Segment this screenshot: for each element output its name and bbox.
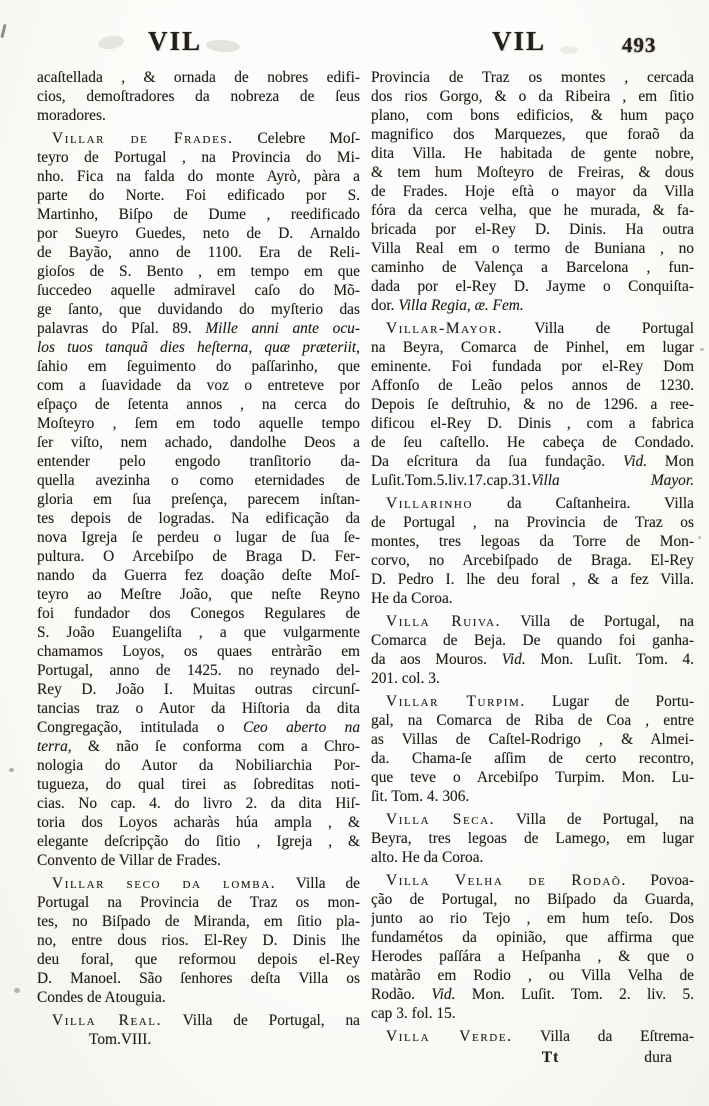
text-segment: Da eſcritura da ſua fundação. <box>371 453 623 470</box>
page-number: 493 <box>622 33 657 57</box>
text-line <box>371 452 694 471</box>
text-segment: montes, tres legoas da Torre de Mon- <box>371 533 694 550</box>
ink-smudge <box>206 39 241 53</box>
text-line <box>371 730 694 749</box>
text-line <box>37 1030 360 1049</box>
text-segment: Depois ſe deſtruhio, & no de 1296. a ree- <box>371 396 694 413</box>
text-segment: cias. No cap. 4. do livro 2. da dita Hiſ- <box>37 795 360 812</box>
text-segment: ſit. Tom. 4. 306. <box>371 788 470 805</box>
text-segment: tes depois de logradas. Na edificação da <box>37 510 360 527</box>
text-line <box>37 148 360 167</box>
text-segment: Mon. Luſit. Tom. 4. <box>525 651 694 668</box>
text-segment: dor. <box>371 297 399 314</box>
ink-smudge <box>97 34 125 50</box>
text-segment: Mille anni ante ocu- <box>205 320 360 337</box>
text-line <box>371 692 694 711</box>
left-column <box>37 68 360 1068</box>
text-segment: Congregação, intitulada o <box>37 719 243 736</box>
text-segment: Ceo aberto na <box>242 719 360 736</box>
text-segment: Vid. <box>501 651 526 668</box>
text-line <box>371 220 694 239</box>
text-line <box>371 68 694 87</box>
text-line <box>37 87 360 106</box>
text-segment: chamamos Loyos, os quaes entràrão em <box>37 643 360 660</box>
text-segment: plano, com bons edificios, & hum paço <box>371 107 694 124</box>
text-line <box>37 243 360 262</box>
text-line <box>37 737 360 756</box>
text-line <box>371 1004 694 1023</box>
text-segment: S. João Euangeliſta , a que vulgarmente <box>37 624 360 641</box>
text-line <box>371 551 694 570</box>
text-line <box>371 768 694 787</box>
text-line <box>371 494 694 513</box>
signature-line <box>371 1048 694 1068</box>
text-segment: Villa de Portugal, na <box>162 1012 360 1029</box>
entry-headword: Villa Verde. <box>386 1028 513 1045</box>
text-segment: ção de Portugal, no Biſpado da Guarda, <box>371 891 694 908</box>
text-segment: junto ao rio Tejo , em hum teſo. Dos <box>371 910 694 927</box>
text-line <box>37 452 360 471</box>
right-column <box>371 68 694 1068</box>
text-segment: quella avezinha o como eternidades de <box>37 472 360 489</box>
text-line <box>371 357 694 376</box>
text-segment: Moſteyro , ſem em todo aquelle tempo <box>37 415 360 432</box>
text-segment: elegante deſcripção do ſitio , Igreja , & <box>37 833 360 850</box>
text-segment: entender pelo engodo tranſitorio da- <box>37 453 360 470</box>
text-segment: nho. Fica na falda do monte Ayrò, pàra a <box>37 168 360 185</box>
text-line <box>37 813 360 832</box>
text-segment: Lugar de Portu- <box>525 693 694 710</box>
text-line <box>37 699 360 718</box>
text-segment: nova Igreja ſe perdeu o lugar de ſua ſe- <box>37 529 360 546</box>
text-segment: no, entre dous rios. El-Rey D. Dinis lhe <box>37 932 360 949</box>
text-segment: Povoa- <box>626 872 694 889</box>
text-segment: Celebre Moſ- <box>233 130 360 147</box>
text-segment: nologia do Autor da Nobiliarchia Por- <box>37 757 360 774</box>
text-line <box>371 787 694 806</box>
text-segment: Villa da Eſtrema- <box>512 1028 694 1045</box>
text-segment: Portugal na Provincia de Traz os mon- <box>37 894 360 911</box>
text-segment: Tom.VIII. <box>89 1031 152 1048</box>
text-line <box>371 319 694 338</box>
text-segment: Rodão. <box>371 986 432 1003</box>
text-line <box>37 604 360 623</box>
text-line <box>37 186 360 205</box>
text-segment: Villa de Portugal, na <box>495 811 694 828</box>
text-line <box>37 433 360 452</box>
text-segment: moradores. <box>37 107 106 124</box>
text-line <box>371 144 694 163</box>
text-segment: as Villas de Caſtel-Rodrigo , & Almei- <box>371 731 694 748</box>
text-line <box>371 810 694 829</box>
text-segment: Villa de <box>276 875 360 892</box>
text-segment: tes, no Biſpado de Miranda, em ſitio pla- <box>37 913 360 930</box>
text-line <box>371 87 694 106</box>
text-line <box>37 414 360 433</box>
text-segment: Mon. Luſit. Tom. 2. liv. 5. <box>455 986 694 1003</box>
text-segment: Luſit.Tom.5.liv.17.cap.31. <box>371 472 531 489</box>
text-line <box>37 874 360 893</box>
entry-headword: Villar Turpim. <box>386 693 526 710</box>
text-line <box>37 528 360 547</box>
entry-headword: Villa Velha de Rodaõ. <box>386 872 627 889</box>
text-line <box>371 631 694 650</box>
text-line <box>371 669 694 688</box>
text-segment: Condes de Atouguia. <box>37 989 166 1006</box>
text-line <box>37 106 360 125</box>
text-segment: Provincia de Traz os montes , cercada <box>371 69 694 86</box>
text-line <box>37 832 360 851</box>
text-segment: eſpaço de ſetenta annos , na cerca do <box>37 396 360 413</box>
text-segment: de Portugal , na Provincia de Traz os <box>371 514 694 531</box>
text-segment: Mon <box>647 453 694 470</box>
text-segment: nando da Guerra fez doação deſte Moſ- <box>37 567 360 584</box>
text-segment: Villa de Portugal <box>503 320 694 337</box>
text-line <box>371 711 694 730</box>
entry-headword: Villa Seca. <box>386 811 496 828</box>
text-line <box>371 471 694 490</box>
text-segment: na Beyra, Comarca de Pinhel, em lugar <box>371 339 694 356</box>
text-segment: deu foral, que reformou depois el-Rey <box>37 951 360 968</box>
text-line <box>371 395 694 414</box>
text-line <box>371 239 694 258</box>
text-segment: Villa Regia, æ. Fem. <box>398 297 524 314</box>
text-line <box>371 966 694 985</box>
text-line <box>37 718 360 737</box>
text-line <box>37 357 360 376</box>
text-line <box>37 642 360 661</box>
text-line <box>37 338 360 357</box>
text-segment: alto. He da Coroa. <box>371 849 484 866</box>
left-column-text <box>37 68 360 1049</box>
text-segment: Affonſo de Leão pelos annos de 1230. <box>371 377 694 394</box>
text-line <box>371 829 694 848</box>
text-line <box>371 890 694 909</box>
text-segment: gal, na Comarca de Riba de Coa , entre <box>371 712 694 729</box>
text-line <box>37 471 360 490</box>
text-segment: tugueza, do qual tirei as ſobreditas noti- <box>37 776 360 793</box>
entry-headword: Villa Ruiva. <box>386 613 502 630</box>
entry-headword: Villar-Mayor. <box>386 320 504 337</box>
text-segment: pultura. O Arcebiſpo de Braga D. Fer- <box>37 548 360 565</box>
entry-headword: Villarinho <box>386 495 473 512</box>
text-line <box>371 106 694 125</box>
catchword: dura <box>644 1049 672 1066</box>
text-segment: Villa Real em o termo de Buniana , no <box>371 240 694 257</box>
text-segment: Villa Mayor. <box>530 472 694 489</box>
text-segment: terra, <box>37 738 72 755</box>
ink-smudge <box>698 536 701 539</box>
text-line <box>371 338 694 357</box>
text-segment: da Caſtanheira. Villa <box>473 495 694 512</box>
text-line <box>37 969 360 988</box>
running-title-right: VIL <box>492 26 547 56</box>
text-segment: que teve o Arcebiſpo Turpim. Mon. Lu- <box>371 769 694 786</box>
text-line <box>37 661 360 680</box>
text-segment: tancias traz o Autor da Hiſtoria da dita <box>37 700 360 717</box>
text-line <box>37 893 360 912</box>
text-segment: dos rios Gorgo, & o da Ribeira , em ſitio <box>371 88 694 105</box>
text-segment: caminho de Valença a Barcelona , fun- <box>371 259 694 276</box>
text-line <box>371 163 694 182</box>
entry-headword: Villar de Frades. <box>52 130 234 147</box>
text-line <box>371 589 694 608</box>
text-line <box>371 749 694 768</box>
text-segment: matàrão em Rodio , ou Villa Velha de <box>371 967 694 984</box>
text-line <box>371 414 694 433</box>
text-segment: Vid. <box>431 986 456 1003</box>
text-segment: da. Chama-ſe aſſim de certo recontro, <box>371 750 694 767</box>
text-segment: corvo, no Arcebiſpado de Braga. El-Rey <box>371 552 694 569</box>
text-line <box>371 513 694 532</box>
text-segment: com a ſuavidade da voz o entreteve por <box>37 377 360 394</box>
text-segment: dita Villa. He habitada de gente nobre, <box>371 145 694 162</box>
text-segment: acaſtellada , & ornada de nobres edifi- <box>37 69 360 86</box>
ink-smudge <box>14 988 20 993</box>
text-segment: palavras do Pſal. 89. <box>37 320 206 337</box>
text-line <box>371 871 694 890</box>
text-columns <box>37 68 695 1068</box>
text-segment: da aos Mouros. <box>371 651 502 668</box>
text-segment: toria dos Loyos acharàs húa ampla , & <box>37 814 360 831</box>
text-line <box>37 490 360 509</box>
text-line <box>371 532 694 551</box>
text-line <box>37 851 360 870</box>
text-segment: Herodes paſſára a Heſpanha , & que o <box>371 948 694 965</box>
text-segment: cap 3. fol. 15. <box>371 1005 456 1022</box>
text-segment: teyro ao Meſtre João, que neſte Reyno <box>37 586 360 603</box>
text-line <box>37 794 360 813</box>
text-segment: Portugal, anno de 1425. no reynado del- <box>37 662 360 679</box>
text-line <box>37 300 360 319</box>
ink-smudge <box>0 24 6 38</box>
text-segment: & não ſe conforma com a Chro- <box>71 738 360 755</box>
text-segment: de ſeu caſtello. He cabeça de Condado. <box>371 434 694 451</box>
text-line <box>37 129 360 148</box>
ink-smudge <box>560 46 578 54</box>
text-line <box>371 201 694 220</box>
text-line <box>371 296 694 315</box>
text-line <box>37 319 360 338</box>
signature-mark: Tt <box>541 1049 560 1066</box>
text-line <box>37 224 360 243</box>
text-line <box>37 167 360 186</box>
text-segment: teyro de Portugal , na Provincia do Mi- <box>37 149 360 166</box>
text-segment: gioſos de S. Bento , em tempo em que <box>37 263 360 280</box>
text-line <box>37 281 360 300</box>
text-line <box>371 909 694 928</box>
entry-headword: Villar seco da lomba. <box>52 875 277 892</box>
text-line <box>37 566 360 585</box>
text-segment: por Sueyro Guedes, neto de D. Arnaldo <box>37 225 360 242</box>
text-line <box>371 947 694 966</box>
text-segment: He da Coroa. <box>371 590 453 607</box>
text-segment: los tuos tanquã dies heſterna, quæ præteriit, <box>37 339 360 356</box>
text-segment: Martinho, Biſpo de Dume , reedificado <box>37 206 360 223</box>
text-segment: dificou el-Rey D. Dinis , com a fabrica <box>371 415 694 432</box>
text-segment: eminente. Foi fundada por el-Rey Dom <box>371 358 694 375</box>
text-segment: de Bayão, anno de 1100. Era de Reli- <box>37 244 360 261</box>
text-segment: ge ſanto, que duvidando do myſterio das <box>37 301 360 318</box>
text-segment: gloria em ſua preſença, parecem inſtan- <box>37 491 360 508</box>
text-line <box>37 1011 360 1030</box>
text-segment: D. Manoel. São ſenhores deſta Villa os <box>37 970 360 987</box>
text-line <box>37 68 360 87</box>
text-segment: fundamétos da opinião, que affirma que <box>371 929 694 946</box>
text-line <box>37 262 360 281</box>
text-line <box>37 680 360 699</box>
text-line <box>371 650 694 669</box>
text-segment: D. Pedro I. lhe deu foral , & a fez Villa. <box>371 571 694 588</box>
text-line <box>371 277 694 296</box>
text-line <box>371 125 694 144</box>
text-line <box>37 623 360 642</box>
text-line <box>371 182 694 201</box>
text-segment: & tem hum Moſteyro de Freiras, & dous <box>371 164 694 181</box>
text-line <box>371 376 694 395</box>
text-segment: ſuccedeo aquelle admiravel caſo do Mõ- <box>37 282 360 299</box>
text-line <box>37 509 360 528</box>
text-segment: 201. col. 3. <box>371 670 440 687</box>
text-segment: ſahio em ſeguimento do paſſarinho, que <box>37 358 360 375</box>
text-line <box>371 848 694 867</box>
entry-headword: Villa Real. <box>52 1012 163 1029</box>
ink-smudge <box>700 348 704 351</box>
text-line <box>371 612 694 631</box>
text-line <box>371 985 694 1004</box>
text-segment: Convento de Villar de Frades. <box>37 852 221 869</box>
text-line <box>37 395 360 414</box>
text-line <box>371 258 694 277</box>
text-line <box>371 928 694 947</box>
text-segment: Villa de Portugal, na <box>501 613 694 630</box>
text-segment: ſer viſto, nem achado, dandolhe Deos a <box>37 434 360 451</box>
text-line <box>37 912 360 931</box>
text-line <box>37 950 360 969</box>
text-segment: parte do Norte. Foi edificado por S. <box>37 187 360 204</box>
text-segment: fóra da cerca velha, que he murada, & fa- <box>371 202 694 219</box>
text-line <box>37 931 360 950</box>
text-line <box>37 376 360 395</box>
text-line <box>371 433 694 452</box>
text-line <box>371 1027 694 1046</box>
text-segment: magnifico dos Marquezes, que foraõ da <box>371 126 694 143</box>
text-line <box>37 756 360 775</box>
right-column-text <box>371 68 694 1046</box>
ink-smudge <box>9 768 14 772</box>
text-line <box>37 547 360 566</box>
text-line <box>371 570 694 589</box>
text-segment: cios, demoſtradores da nobreza de ſeus <box>37 88 360 105</box>
text-segment: dada por el-Rey D. Jayme o Conquiſta- <box>371 278 694 295</box>
running-title-left: VIL <box>148 26 203 56</box>
text-line <box>37 205 360 224</box>
text-segment: bricada por el-Rey D. Dinis. Ha outra <box>371 221 694 238</box>
text-line <box>37 988 360 1007</box>
text-segment: Rey D. João I. Muitas outras circunſ- <box>37 681 360 698</box>
text-line <box>37 585 360 604</box>
text-segment: Vid. <box>623 453 648 470</box>
text-segment: de Frades. Hoje eſtà o mayor da Villa <box>371 183 694 200</box>
text-segment: Comarca de Beja. De quando foi ganha- <box>371 632 694 649</box>
text-segment: foi fundador dos Conegos Regulares de <box>37 605 360 622</box>
text-line <box>37 775 360 794</box>
text-segment: Beyra, tres legoas de Lamego, em lugar <box>371 830 694 847</box>
